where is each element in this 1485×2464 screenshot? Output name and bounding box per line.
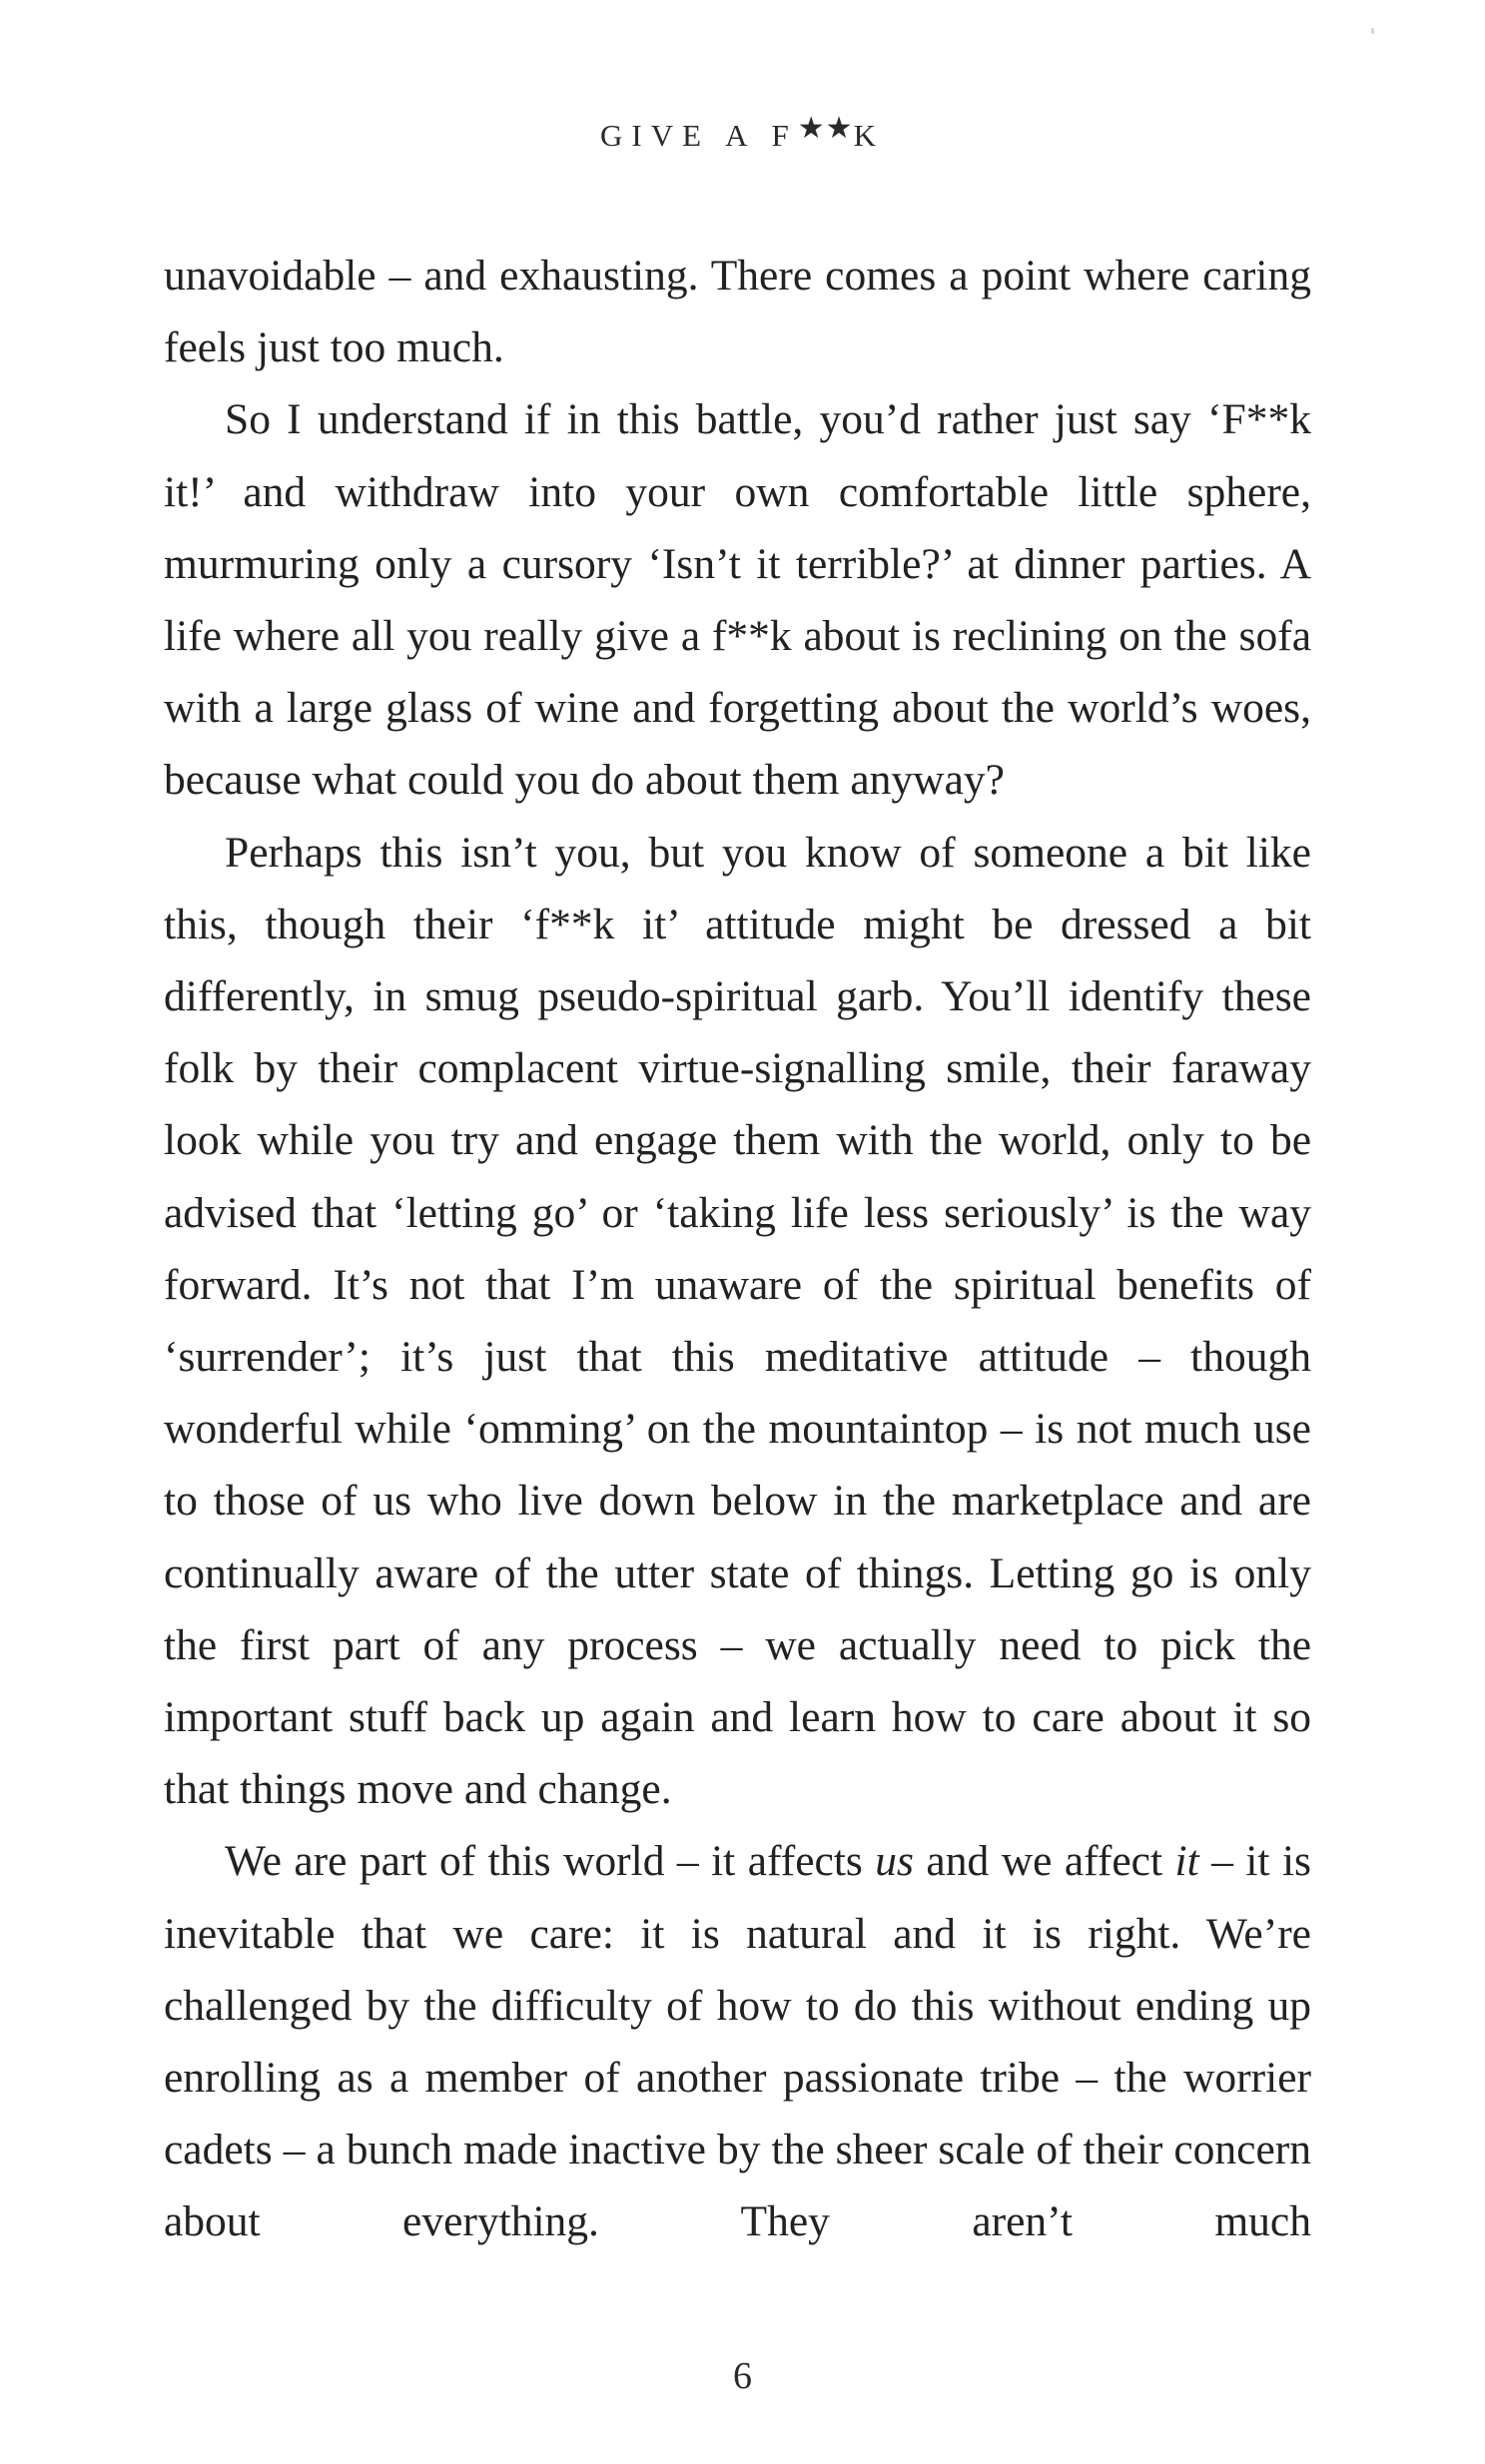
- running-head-stars: ★★: [797, 112, 854, 145]
- paragraph-4-emphasis-us: us: [875, 1837, 914, 1886]
- paragraph-1: unavoidable – and exhausting. There comes a point where caring feels just too much.: [164, 252, 1311, 372]
- paragraph-2: So I understand if in this battle, you’d rather just say ‘F**k it!’ and withdraw into your own comfortable little sphere, murmuring only a cursory ‘Isn’t it terrible?’ at dinner parties. A life where all you really give a f**k about is reclining on the sofa with a large glass of wine and forgetting about the world’s woes, because what could you do about them anyway?: [164, 395, 1311, 805]
- paragraph-4-emphasis-it: it: [1174, 1837, 1199, 1886]
- page-number: 6: [733, 2355, 752, 2397]
- scan-speck: [1371, 28, 1374, 34]
- paragraph-4-text-a: We are part of this world – it affects: [225, 1837, 876, 1886]
- paragraph-3: Perhaps this isn’t you, but you know of someone a bit like this, though their ‘f**k it’ attitude might be dressed a bit differently, in smug pseudo-spiritual garb. You’ll identify these folk by their complacent virtue-signalling smile, their faraway look while you try and engage them with the world, only to be advised that ‘letting go’ or ‘taking life less seriously’ is the way forward. It’s not that I’m unaware of the spiritual benefits of ‘surrender’; it’s just that this meditative attitude – though wonderful while ‘omming’ on the mountaintop – is not much use to those of us who live down below in the marketplace and are continually aware of the utter state of things. Letting go is only the first part of any process – we actually need to pick the important stuff back up again and learn how to care about it so that things move and change.: [164, 828, 1311, 1814]
- paragraph-4: [164, 1825, 1311, 2257]
- body-text: [164, 240, 1311, 2258]
- running-head-suffix: K: [853, 118, 885, 153]
- running-head: [0, 112, 1485, 154]
- paragraph-4-text-b: and we affect: [913, 1837, 1175, 1886]
- paragraph-4-text-c: – it is inevitable that we care: it is natural and it is right. We’re challenged by the difficulty of how to do this without ending up enrolling as a member of another passionate tribe – the worrier cadets – a bunch made inactive by the sheer scale of their concern about everything. They aren’t much: [164, 1837, 1311, 2246]
- running-head-prefix: GIVE A F: [600, 118, 798, 153]
